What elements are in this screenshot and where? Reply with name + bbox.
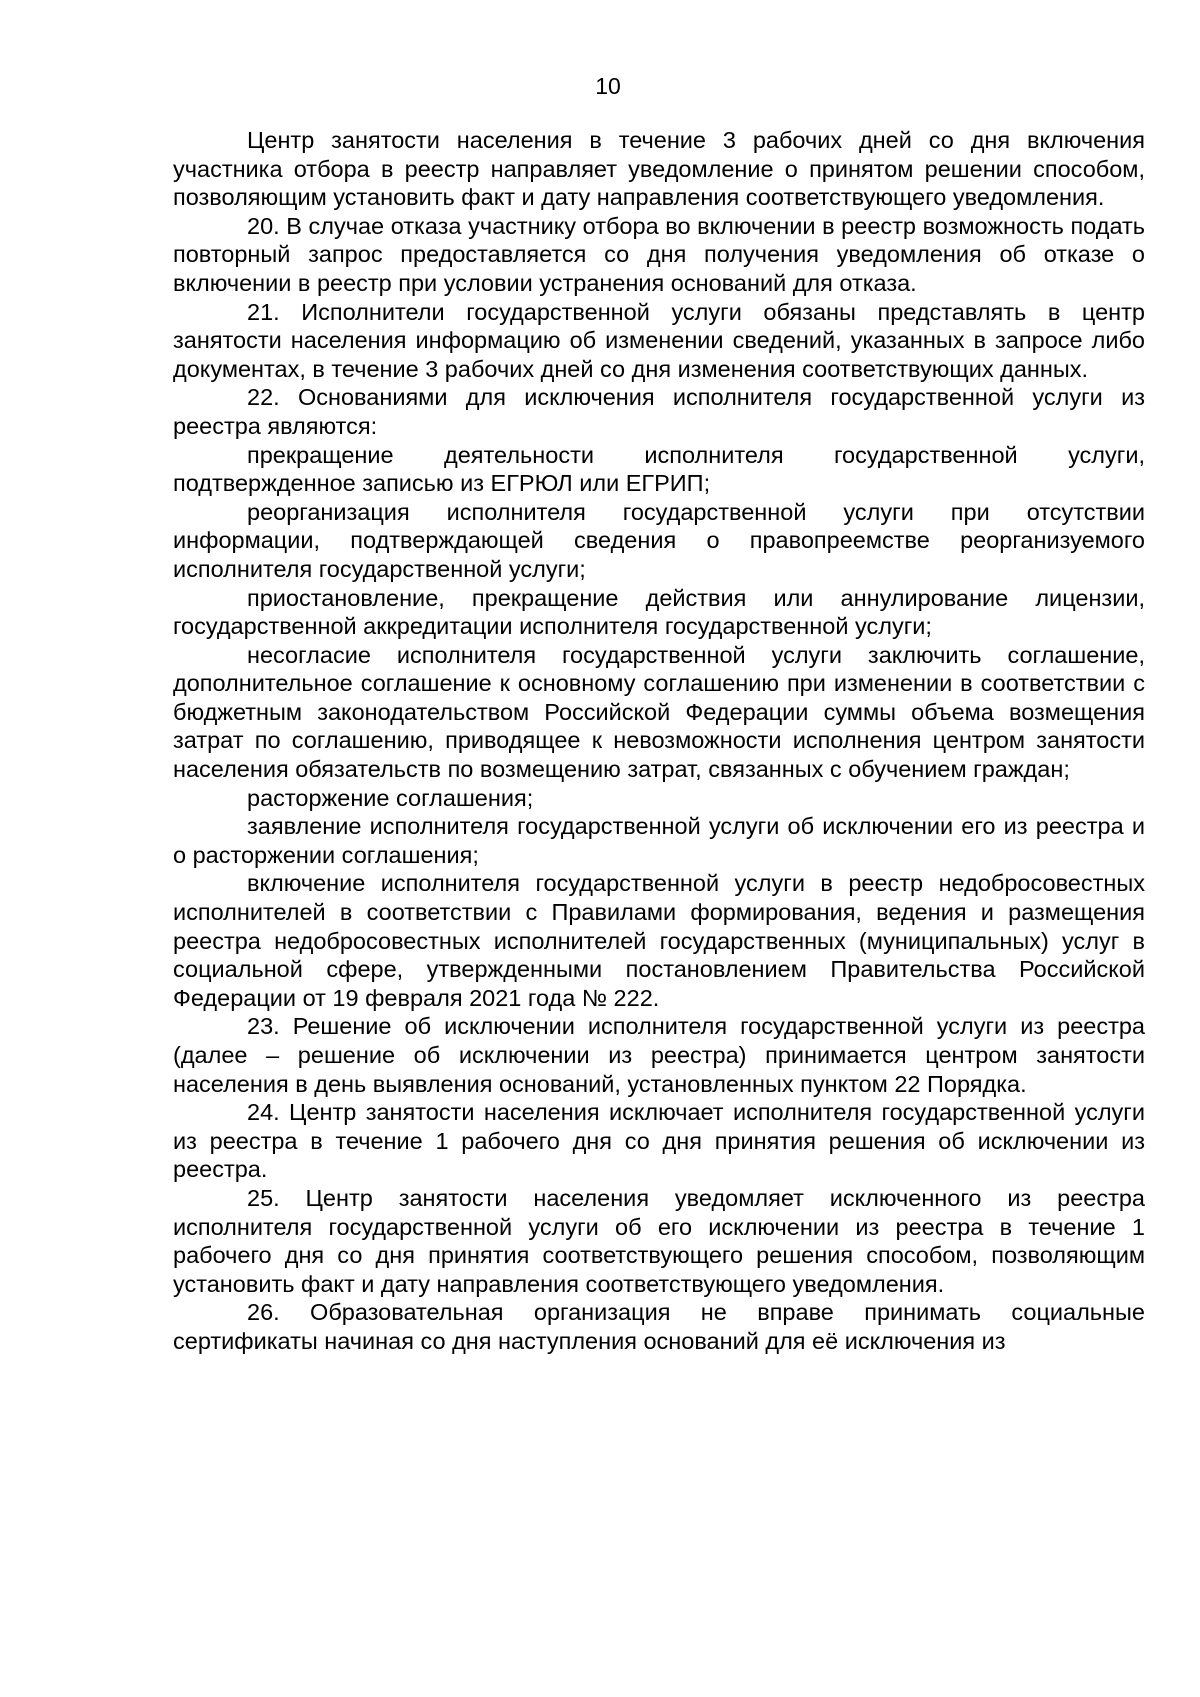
paragraph: 20. В случае отказа участнику отбора во включении в реестр возможность подать повторный запрос предоставляется со дня получения уведомления об отказе о включении в реестр при условии устранения оснований для отказа. (173, 212, 1145, 296)
list-item: расторжение соглашения; (247, 784, 534, 811)
list-item: несогласие исполнителя государственной услуги заключить соглашение, дополнительное соглашение к основному соглашению при изменении в соответствии с бюджетным законодательством Российской Федерации суммы объема возмещения затрат по соглашению, приводящее к невозможности исполнения центром занятости населения обязательств по возмещению затрат, связанных с обучением граждан; (173, 641, 1145, 783)
paragraph: 23. Решение об исключении исполнителя государственной услуги из реестра (далее – решение об исключении из реестра) принимается центром занятости населения в день выявления оснований, установленных пунктом 22 Порядка. (173, 1013, 1145, 1097)
paragraph: 22. Основаниями для исключения исполнителя государственной услуги из реестра являются: (173, 384, 1145, 439)
list-item: заявление исполнителя государственной услуги об исключении его из реестра и о расторжении соглашения; (173, 813, 1145, 868)
list-item: приостановление, прекращение действия или аннулирование лицензии, государственной аккредитации исполнителя государственной услуги; (173, 584, 1145, 640)
list-item: прекращение деятельности исполнителя государственной услуги, подтвержденное записью из ЕГРЮЛ или ЕГРИП; (173, 441, 1145, 497)
paragraph: 21. Исполнители государственной услуги обязаны представлять в центр занятости населения информацию об изменении сведений, указанных в запросе либо документах, в течение 3 рабочих дней со дня изменения соответствующих данных. (173, 298, 1145, 382)
page-number: 10 (595, 73, 621, 99)
document-body (173, 126, 1145, 1356)
paragraph: 25. Центр занятости населения уведомляет исключенного из реестра исполнителя государственной услуги об его исключении из реестра в течение 1 рабочего дня со дня принятия соответствующего решения способом, позволяющим установить факт и дату направления соответствующего уведомления. (173, 1184, 1145, 1297)
list-item: реорганизация исполнителя государственной услуги при отсутствии информации, подтверждающей сведения о правопреемстве реорганизуемого исполнителя государственной услуги; (173, 498, 1145, 582)
paragraph: Центр занятости населения в течение 3 рабочих дней со дня включения участника отбора в реестр направляет уведомление о принятом решении способом, позволяющим установить факт и дату направления соответствующего уведомления. (173, 127, 1145, 211)
list-item: включение исполнителя государственной услуги в реестр недобросовестных исполнителей в соответствии с Правилами формирования, ведения и размещения реестра недобросовестных исполнителей государственных (муниципальных) услуг в социальной сфере, утвержденными постановлением Правительства Российской Федерации от 19 февраля 2021 года № 222. (173, 870, 1145, 1011)
paragraph: 26. Образовательная организация не вправе принимать социальные сертификаты начиная со дня наступления оснований для её исключения из (173, 1299, 1145, 1354)
paragraph: 24. Центр занятости населения исключает исполнителя государственной услуги из реестра в течение 1 рабочего дня со дня принятия решения об исключении из реестра. (173, 1099, 1145, 1183)
